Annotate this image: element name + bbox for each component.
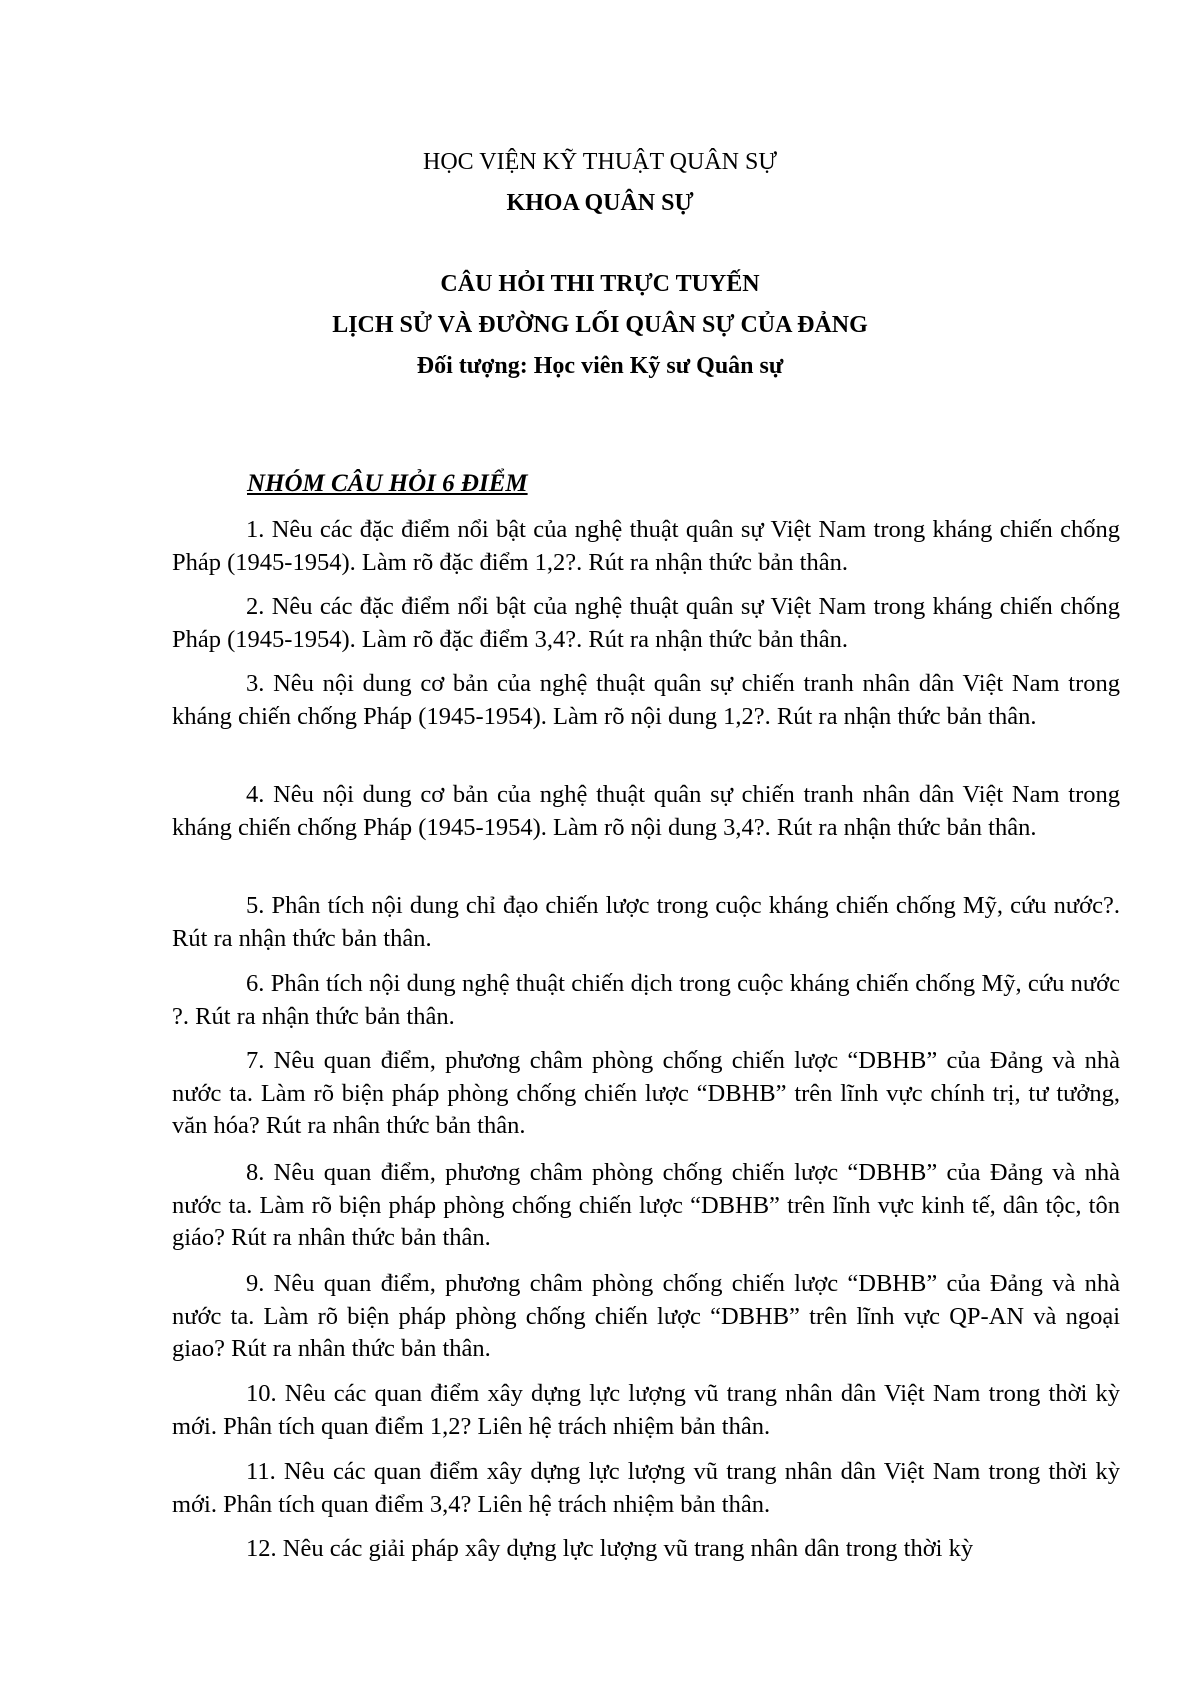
subject-title: LỊCH SỬ VÀ ĐƯỜNG LỐI QUÂN SỰ CỦA ĐẢNG bbox=[332, 312, 868, 338]
question-item: 10. Nêu các quan điểm xây dựng lực lượng vũ trang nhân dân Việt Nam trong thời kỳ mới. Phân tích quan điểm 1,2? Liên hệ trách nhiệm bản thân. bbox=[172, 1380, 1120, 1440]
document-title: CÂU HỎI THI TRỰC TUYẾN bbox=[440, 271, 760, 297]
question-item: 3. Nêu nội dung cơ bản của nghệ thuật quân sự chiến tranh nhân dân Việt Nam trong kháng chiến chống Pháp (1945-1954). Làm rõ nội dung 1,2?. Rút ra nhận thức bản thân. bbox=[172, 670, 1120, 730]
institution-name: HỌC VIỆN KỸ THUẬT QUÂN SỰ bbox=[423, 149, 777, 175]
question-item: 11. Nêu các quan điểm xây dựng lực lượng vũ trang nhân dân Việt Nam trong thời kỳ mới. Phân tích quan điểm 3,4? Liên hệ trách nhiệm bản thân. bbox=[172, 1458, 1120, 1518]
question-item: 8. Nêu quan điểm, phương châm phòng chống chiến lược “DBHB” của Đảng và nhà nước ta. Làm rõ biện pháp phòng chống chiến lược “DBHB” trên lĩnh vực kinh tế, dân tộc, tôn giáo? Rút ra nhân thức bản thân. bbox=[172, 1159, 1120, 1251]
question-item: 2. Nêu các đặc điểm nổi bật của nghệ thuật quân sự Việt Nam trong kháng chiến chống Pháp (1945-1954). Làm rõ đặc điểm 3,4?. Rút ra nhận thức bản thân. bbox=[172, 593, 1120, 653]
question-item: 4. Nêu nội dung cơ bản của nghệ thuật quân sự chiến tranh nhân dân Việt Nam trong kháng chiến chống Pháp (1945-1954). Làm rõ nội dung 3,4?. Rút ra nhận thức bản thân. bbox=[172, 781, 1120, 841]
question-item: 7. Nêu quan điểm, phương châm phòng chống chiến lược “DBHB” của Đảng và nhà nước ta. Làm rõ biện pháp phòng chống chiến lược “DBHB” trên lĩnh vực chính trị, tư tưởng, văn hóa? Rút ra nhân thức bản thân. bbox=[172, 1047, 1120, 1139]
question-item: 1. Nêu các đặc điểm nổi bật của nghệ thuật quân sự Việt Nam trong kháng chiến chống Pháp (1945-1954). Làm rõ đặc điểm 1,2?. Rút ra nhận thức bản thân. bbox=[172, 516, 1120, 576]
question-item: 6. Phân tích nội dung nghệ thuật chiến dịch trong cuộc kháng chiến chống Mỹ, cứu nước ?. Rút ra nhận thức bản thân. bbox=[172, 970, 1120, 1030]
question-item: 5. Phân tích nội dung chỉ đạo chiến lược trong cuộc kháng chiến chống Mỹ, cứu nước?. Rút ra nhận thức bản thân. bbox=[172, 892, 1120, 952]
faculty-name: KHOA QUÂN SỰ bbox=[506, 190, 694, 216]
question-item: 9. Nêu quan điểm, phương châm phòng chống chiến lược “DBHB” của Đảng và nhà nước ta. Làm rõ biện pháp phòng chống chiến lược “DBHB” trên lĩnh vực QP-AN và ngoại giao? Rút ra nhân thức bản thân. bbox=[172, 1270, 1120, 1362]
question-item: 12. Nêu các giải pháp xây dựng lực lượng vũ trang nhân dân trong thời kỳ bbox=[246, 1535, 974, 1562]
audience-line: Đối tượng: Học viên Kỹ sư Quân sự bbox=[416, 353, 784, 379]
section-heading: NHÓM CÂU HỎI 6 ĐIỂM bbox=[247, 470, 528, 497]
